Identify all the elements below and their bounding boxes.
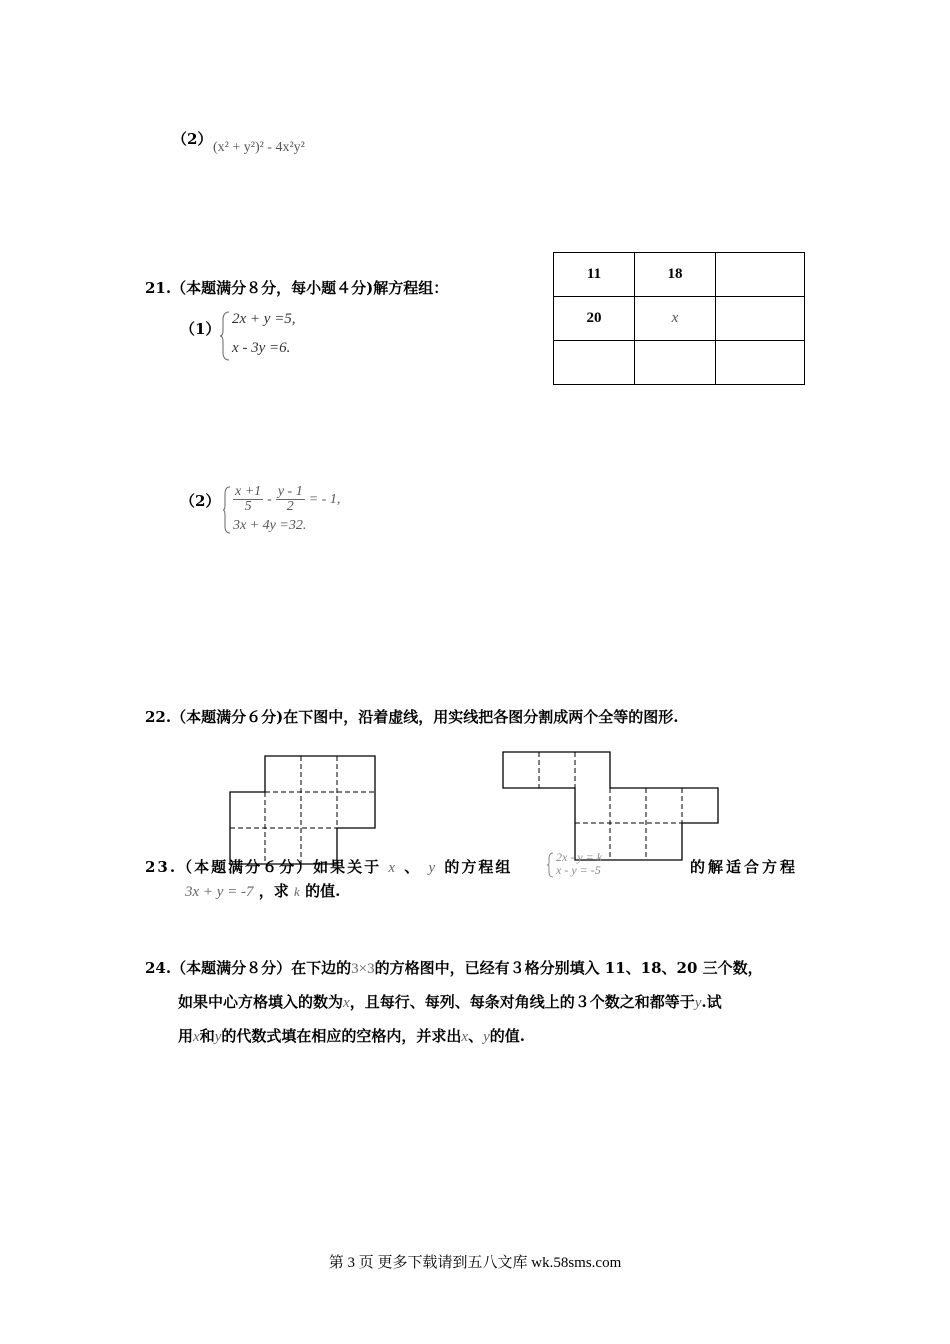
- fraction-1: $\frac{x +1}{5}$: [235, 484, 262, 514]
- q23-target-equation: 3x + y = -7: [185, 884, 254, 900]
- q21-title: 21.（本题满分８分，每小题４分)解方程组：: [145, 279, 449, 297]
- magic-square-grid: [553, 252, 805, 385]
- grid-cell-r1c3[interactable]: [716, 253, 805, 297]
- q22-figure-right: [500, 748, 725, 863]
- q21-part1-label: （1）: [180, 320, 221, 338]
- page-footer: 第 3 页 更多下载请到五八文库 wk.58sms.com: [328, 1255, 622, 1271]
- grid-size: 3×3: [351, 961, 375, 977]
- grid-cell-r3c3[interactable]: [716, 341, 805, 385]
- q20-part2-label: （2）: [172, 130, 213, 148]
- grid-cell-r2c1[interactable]: 20: [554, 297, 635, 341]
- q24-line2: 如果中心方格填入的数为x，且每行、每列、每条对角线上的３个数之和都等于y.试: [178, 993, 722, 1011]
- grid-cell-r3c2[interactable]: [635, 341, 716, 385]
- grid-cell-r1c1[interactable]: 11: [554, 253, 635, 297]
- q24-line3: 用x和y的代数式填在相应的空格内，并求出x、y的值.: [178, 1027, 525, 1045]
- q23-equation-system: 2x - y = k x - y = -5: [546, 852, 686, 878]
- q23-line1: 23.（本题满分６分）如果关于 x 、 y 的方程组: [145, 858, 513, 876]
- q21-part2-label: （2）: [180, 492, 221, 510]
- q24-line1: 24.（本题满分８分）在下边的3×3的方格图中，已经有３格分别填入 11、18、20 三个数，: [145, 959, 763, 977]
- grid-cell-r2c3[interactable]: [716, 297, 805, 341]
- q21-part1-eq2: x - 3y =6.: [232, 340, 291, 356]
- q22-title: 22.（本题满分６分)在下图中，沿着虚线，用实线把各图分割成两个全等的图形.: [145, 708, 679, 726]
- var-x: x: [388, 860, 398, 876]
- var-y: y: [428, 860, 438, 876]
- q21-part2-brace: [222, 485, 232, 535]
- grid-cell-r3c1[interactable]: [554, 341, 635, 385]
- q21-part1-brace: [219, 310, 231, 362]
- var-k: k: [294, 884, 300, 899]
- q21-part1-eq1: 2x + y =5,: [232, 311, 296, 327]
- q20-part2-expression: (x² + y²)² - 4x²y²: [213, 140, 305, 155]
- fraction-2: $\frac{y - 1}{2}$: [277, 484, 303, 514]
- q23-line2: 3x + y = -7 ，求 k 的值.: [185, 882, 341, 900]
- q21-part2-eq1: $\frac{x +1}{5}$ - $\frac{y - 1}{2}$ = - 1,: [235, 484, 341, 514]
- q21-part2-eq2: 3x + 4y =32.: [233, 518, 307, 533]
- q22-figure-left: [225, 752, 380, 867]
- grid-cell-r2c2[interactable]: x: [635, 297, 716, 341]
- q23-line1-tail: 的解适合方程: [690, 858, 799, 876]
- grid-cell-r1c2[interactable]: 18: [635, 253, 716, 297]
